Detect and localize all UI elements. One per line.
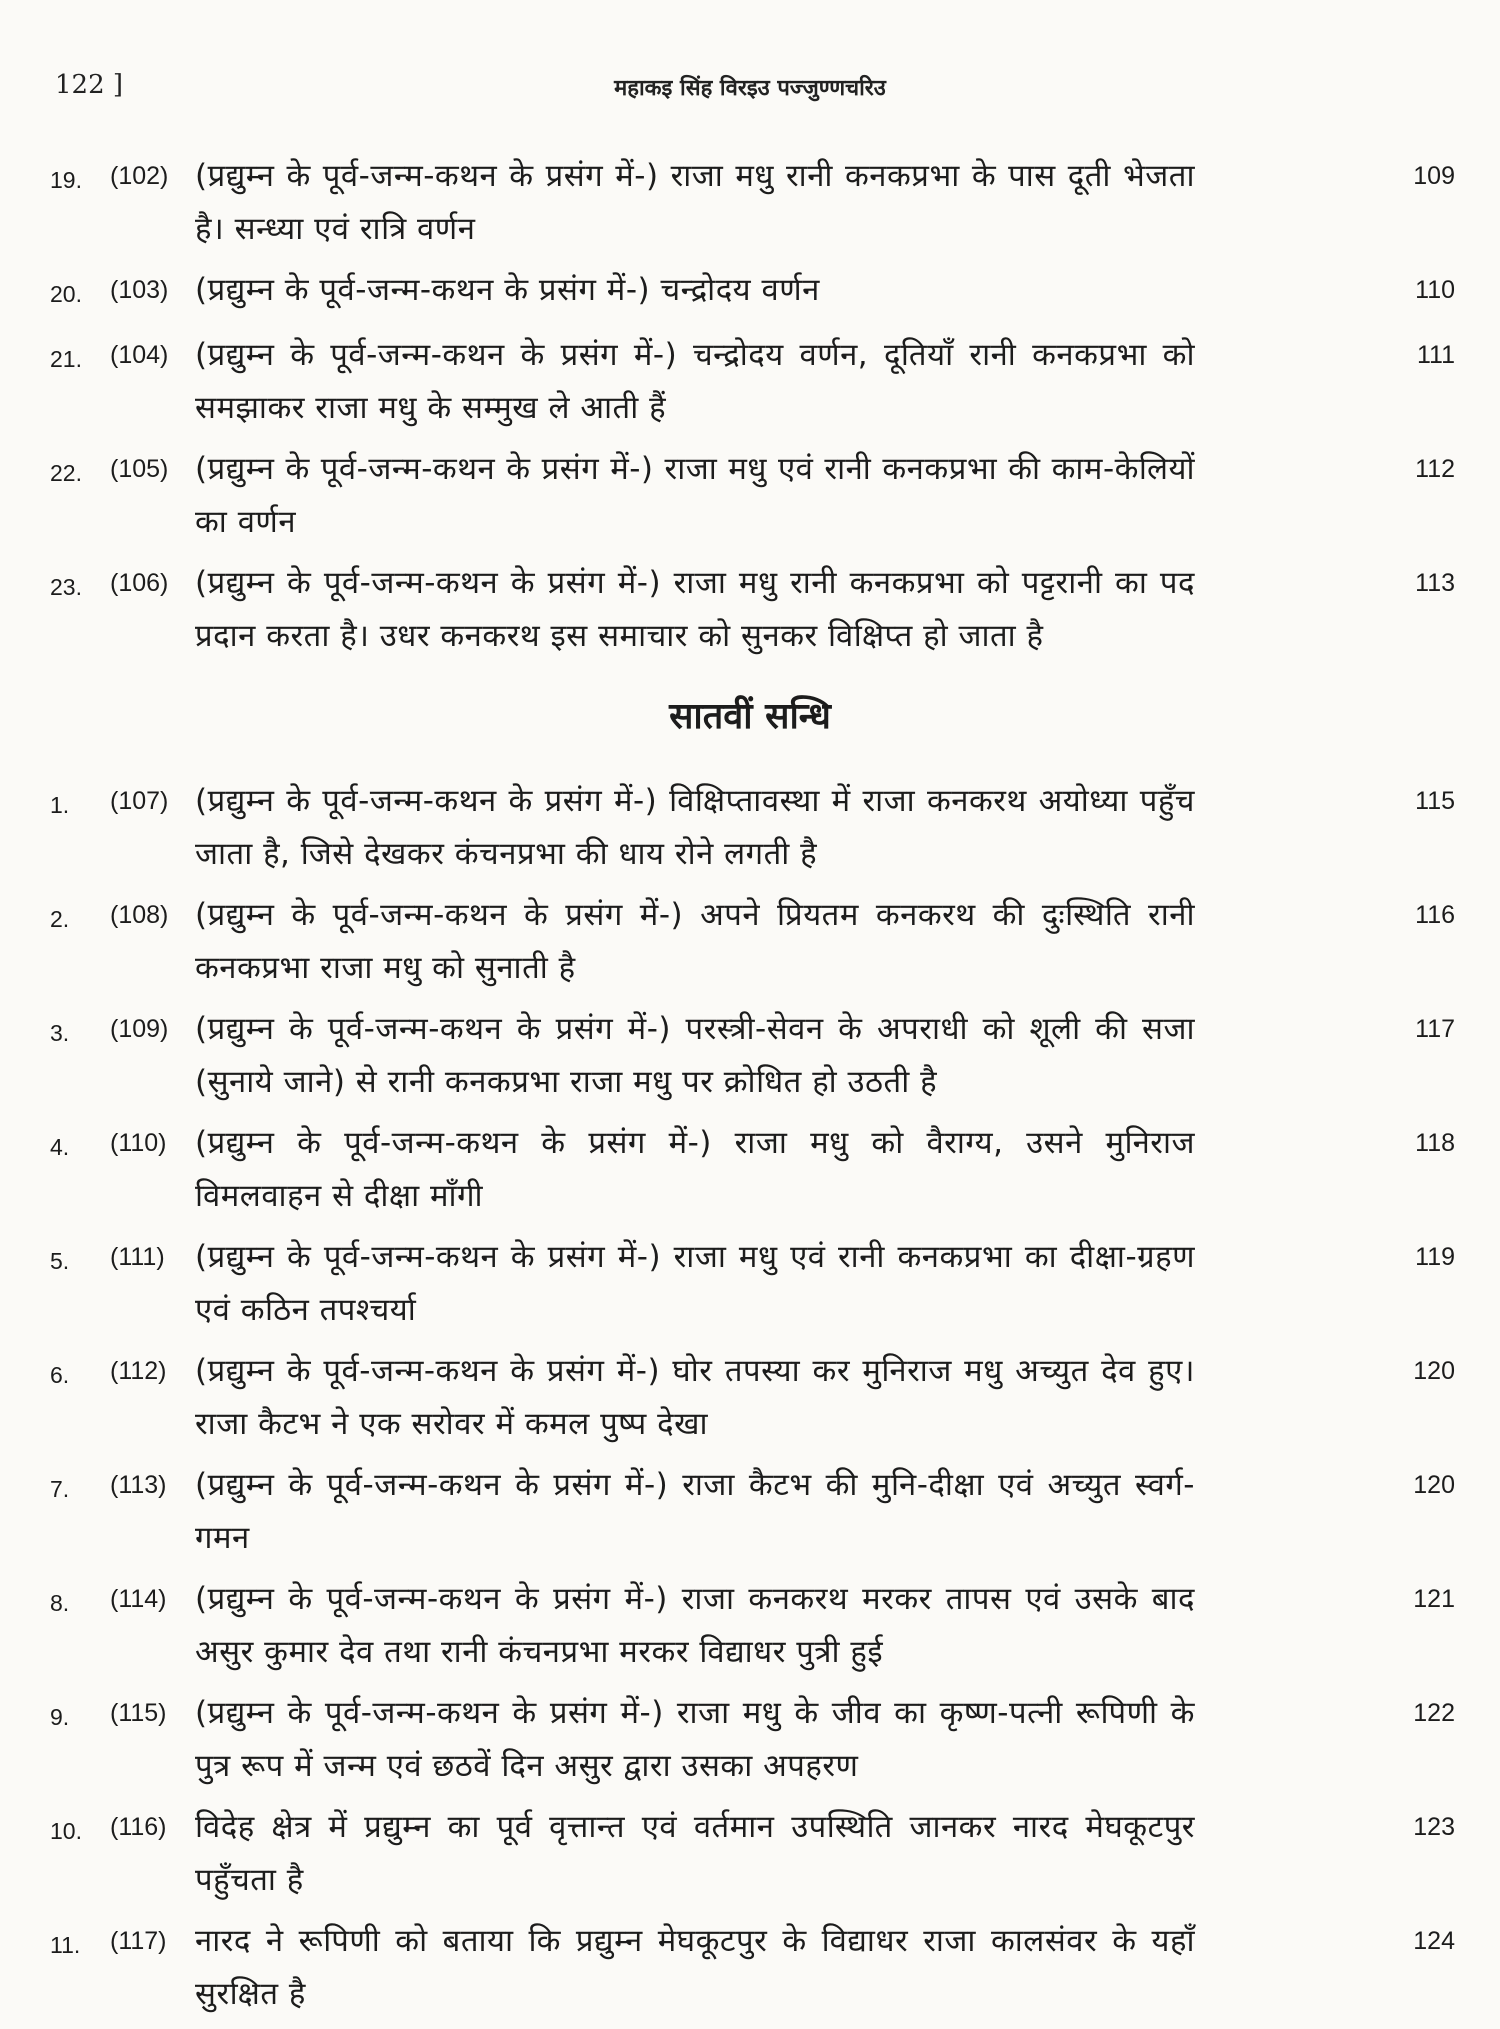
entry-reference: (115) xyxy=(110,1699,167,1727)
entry-reference: (116) xyxy=(110,1813,167,1841)
entry-number: 2. xyxy=(50,906,70,932)
entry-text: विदेह क्षेत्र में प्रद्युम्न का पूर्व वृत्तान्त एवं वर्तमान उपस्थिति जानकर नारद मेघकूटपुर पहुँचता है xyxy=(195,1809,1195,1898)
entry-number: 9. xyxy=(50,1704,70,1730)
entry-number: 22. xyxy=(50,460,82,486)
toc-entry xyxy=(50,1003,1455,1109)
toc-section-seventh xyxy=(50,775,1455,2029)
entry-reference: (103) xyxy=(110,276,169,304)
entry-page-number: 116 xyxy=(1415,901,1455,929)
entry-text: (प्रद्युम्न के पूर्व-जन्म-कथन के प्रसंग में-) घोर तपस्या कर मुनिराज मधु अच्युत देव हुए। राजा कैटभ ने एक सरोवर में कमल पुष्प देखा xyxy=(195,1353,1195,1442)
entry-page-number: 123 xyxy=(1413,1813,1455,1841)
toc-entry xyxy=(50,889,1455,995)
page-header xyxy=(55,70,1445,110)
entry-reference: (105) xyxy=(110,455,169,483)
entry-reference: (117) xyxy=(110,1927,167,1955)
entry-reference: (108) xyxy=(110,901,169,929)
entry-number: 23. xyxy=(50,574,82,600)
entry-page-number: 111 xyxy=(1416,341,1455,369)
entry-reference: (114) xyxy=(110,1585,167,1613)
toc-entry xyxy=(50,1687,1455,1793)
entry-number: 11. xyxy=(50,1932,81,1958)
entry-page-number: 110 xyxy=(1415,276,1455,304)
entry-page-number: 122 xyxy=(1413,1699,1455,1727)
entry-number: 8. xyxy=(50,1590,70,1616)
entry-number: 21. xyxy=(50,346,82,372)
entry-text: (प्रद्युम्न के पूर्व-जन्म-कथन के प्रसंग में-) राजा मधु एवं रानी कनकप्रभा का दीक्षा-ग्रहण एवं कठिन तपश्चर्या xyxy=(195,1239,1195,1328)
entry-reference: (110) xyxy=(110,1129,167,1157)
entry-page-number: 109 xyxy=(1413,162,1455,190)
entry-text: (प्रद्युम्न के पूर्व-जन्म-कथन के प्रसंग में-) अपने प्रियतम कनकरथ की दुःस्थिति रानी कनकप्रभा राजा मधु को सुनाती है xyxy=(195,897,1195,986)
entry-reference: (112) xyxy=(110,1357,167,1385)
entry-page-number: 120 xyxy=(1413,1357,1455,1385)
entry-text: नारद ने रूपिणी को बताया कि प्रद्युम्न मेघकूटपुर के विद्याधर राजा कालसंवर के यहाँ सुरक्षित है xyxy=(195,1923,1195,2012)
toc-entry xyxy=(50,150,1455,256)
toc-entry xyxy=(50,557,1455,663)
entry-page-number: 119 xyxy=(1415,1243,1455,1271)
entry-page-number: 112 xyxy=(1415,455,1455,483)
entry-text: (प्रद्युम्न के पूर्व-जन्म-कथन के प्रसंग में-) राजा मधु रानी कनकप्रभा के पास दूती भेजता है। सन्ध्या एवं रात्रि वर्णन xyxy=(195,158,1195,247)
entry-text: (प्रद्युम्न के पूर्व-जन्म-कथन के प्रसंग में-) विक्षिप्तावस्था में राजा कनकरथ अयोध्या पहुँच जाता है, जिसे देखकर कंचनप्रभा की धाय रोने लगती है xyxy=(195,783,1195,872)
toc-entry xyxy=(50,1573,1455,1679)
entry-page-number: 113 xyxy=(1415,569,1455,597)
toc-entry xyxy=(50,1345,1455,1451)
entry-reference: (104) xyxy=(110,341,169,369)
entry-text: (प्रद्युम्न के पूर्व-जन्म-कथन के प्रसंग में-) राजा मधु एवं रानी कनकप्रभा की काम-केलियों का वर्णन xyxy=(195,451,1195,540)
entry-reference: (106) xyxy=(110,569,169,597)
entry-number: 5. xyxy=(50,1248,70,1274)
entry-text: (प्रद्युम्न के पूर्व-जन्म-कथन के प्रसंग में-) परस्त्री-सेवन के अपराधी को शूली की सजा (सुनाये जाने) से रानी कनकप्रभा राजा मधु पर क्रोधित हो उठती है xyxy=(195,1011,1195,1100)
entry-number: 7. xyxy=(50,1476,70,1502)
entry-reference: (102) xyxy=(110,162,169,190)
toc-entry xyxy=(50,1459,1455,1565)
entry-text: (प्रद्युम्न के पूर्व-जन्म-कथन के प्रसंग में-) चन्द्रोदय वर्णन, दूतियाँ रानी कनकप्रभा को समझाकर राजा मधु के सम्मुख ले आती हैं xyxy=(195,337,1195,426)
toc-entry xyxy=(50,329,1455,435)
toc-entry xyxy=(50,1801,1455,1907)
entry-number: 20. xyxy=(50,281,82,307)
toc-entry xyxy=(50,1117,1455,1223)
toc-entry xyxy=(50,1915,1455,2021)
toc-entry xyxy=(50,1231,1455,1337)
entry-text: (प्रद्युम्न के पूर्व-जन्म-कथन के प्रसंग में-) राजा कनकरथ मरकर तापस एवं उसके बाद असुर कुमार देव तथा रानी कंचनप्रभा मरकर विद्याधर पुत्री हुई xyxy=(195,1581,1195,1670)
entry-page-number: 118 xyxy=(1415,1129,1455,1157)
toc-entry xyxy=(50,443,1455,549)
entry-page-number: 117 xyxy=(1415,1015,1455,1043)
entry-number: 10. xyxy=(50,1818,82,1844)
page-number: 122 ] xyxy=(55,70,124,100)
entry-number: 6. xyxy=(50,1362,70,1388)
running-title: महाकइ सिंह विरइउ पज्जुण्णचरिउ xyxy=(614,76,886,101)
entry-page-number: 121 xyxy=(1413,1585,1455,1613)
entry-text: (प्रद्युम्न के पूर्व-जन्म-कथन के प्रसंग में-) राजा मधु के जीव का कृष्ण-पत्नी रूपिणी के पुत्र रूप में जन्म एवं छठवें दिन असुर द्वारा उसका अपहरण xyxy=(195,1695,1195,1784)
chapter-heading: सातवीं सन्धि xyxy=(669,696,831,737)
entry-reference: (111) xyxy=(110,1243,165,1271)
entry-number: 19. xyxy=(50,167,82,193)
entry-text: (प्रद्युम्न के पूर्व-जन्म-कथन के प्रसंग में-) राजा मधु रानी कनकप्रभा को पट्टरानी का पद प्रदान करता है। उधर कनकरथ इस समाचार को सुनकर विक्षिप्त हो जाता है xyxy=(195,565,1195,654)
entry-number: 3. xyxy=(50,1020,70,1046)
entry-number: 1. xyxy=(50,792,70,818)
entry-page-number: 115 xyxy=(1415,787,1455,815)
toc-section-sixth xyxy=(50,150,1455,671)
entry-text: (प्रद्युम्न के पूर्व-जन्म-कथन के प्रसंग में-) राजा कैटभ की मुनि-दीक्षा एवं अच्युत स्वर्ग-गमन xyxy=(195,1467,1195,1556)
entry-reference: (113) xyxy=(110,1471,167,1499)
toc-entry xyxy=(50,264,1455,321)
entry-reference: (109) xyxy=(110,1015,169,1043)
entry-page-number: 124 xyxy=(1413,1927,1455,1955)
toc-entry xyxy=(50,775,1455,881)
entry-reference: (107) xyxy=(110,787,169,815)
entry-number: 4. xyxy=(50,1134,70,1160)
entry-page-number: 120 xyxy=(1413,1471,1455,1499)
entry-text: (प्रद्युम्न के पूर्व-जन्म-कथन के प्रसंग में-) चन्द्रोदय वर्णन xyxy=(195,272,820,308)
entry-text: (प्रद्युम्न के पूर्व-जन्म-कथन के प्रसंग में-) राजा मधु को वैराग्य, उसने मुनिराज विमलवाहन से दीक्षा माँगी xyxy=(195,1125,1195,1214)
